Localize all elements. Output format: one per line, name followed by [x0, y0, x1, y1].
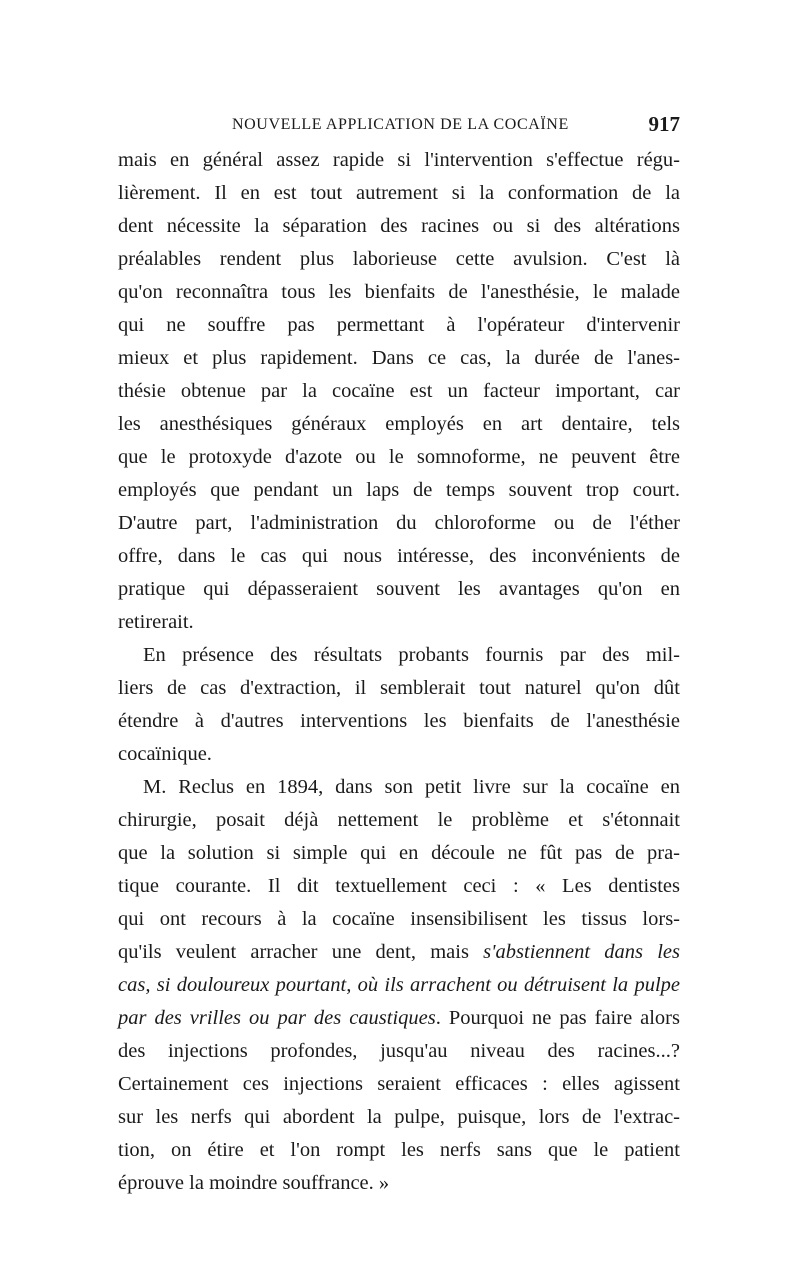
text-line: des injections profondes, jusqu'au niveau des racines...?	[118, 1040, 680, 1062]
text-line: tique courante. Il dit textuellement ceci : « Les dentistes	[118, 875, 680, 897]
text-line: éprouve la moindre souffrance. »	[118, 1172, 390, 1194]
text-line: lièrement. Il en est tout autrement si la conformation de la	[118, 182, 680, 204]
running-title: NOUVELLE APPLICATION DE LA COCAÏNE	[232, 116, 569, 133]
text-line: tion, on étire et l'on rompt les nerfs sans que le patient	[118, 1139, 680, 1161]
text-line: dent nécessite la séparation des racines ou si des altérations	[118, 215, 680, 237]
text-line: retirerait.	[118, 611, 194, 633]
page-number: 917	[648, 112, 680, 136]
text-line: que le protoxyde d'azote ou le somnoforme, ne peuvent être	[118, 446, 680, 468]
text-line-italic	[118, 969, 680, 1002]
text-line: les anesthésiques généraux employés en art dentaire, tels	[118, 413, 680, 435]
text-line: Certainement ces injections seraient efficaces : elles agissent	[118, 1073, 680, 1095]
text-line: cocaïnique.	[118, 743, 212, 765]
text-line-mixed	[118, 936, 680, 969]
text-line: pratique qui dépasseraient souvent les avantages qu'on en	[118, 578, 680, 600]
paragraph-1	[118, 144, 680, 639]
text-line: qu'on reconnaîtra tous les bienfaits de l'anesthésie, le malade	[118, 281, 680, 303]
text-line: liers de cas d'extraction, il semblerait tout naturel qu'on dût	[118, 677, 680, 699]
italic-quote: cas, si douloureux pourtant, où ils arrachent ou détruisent la pulpe	[118, 974, 680, 996]
text-line: mais en général assez rapide si l'intervention s'effectue régu-	[118, 149, 680, 171]
text-run: . Pourquoi ne pas faire alors	[435, 1007, 680, 1029]
text-line: thésie obtenue par la cocaïne est un facteur important, car	[118, 380, 680, 402]
italic-quote: par des vrilles ou par des caustiques	[118, 1007, 436, 1029]
text-line: employés que pendant un laps de temps souvent trop court.	[118, 479, 680, 501]
text-line: mieux et plus rapidement. Dans ce cas, la durée de l'anes-	[118, 347, 680, 369]
text-line: En présence des résultats probants fournis par des mil-	[143, 644, 680, 666]
text-line: chirurgie, posait déjà nettement le problème et s'étonnait	[118, 809, 680, 831]
italic-quote: s'abstiennent dans les	[483, 941, 681, 963]
text-line: qui ne souffre pas permettant à l'opérateur d'intervenir	[118, 314, 680, 336]
text-line: préalables rendent plus laborieuse cette avulsion. C'est là	[118, 248, 680, 270]
text-run: qu'ils veulent arracher une dent, mais	[118, 941, 484, 963]
text-line: qui ont recours à la cocaïne insensibilisent les tissus lors-	[118, 908, 680, 930]
book-page	[118, 110, 680, 1200]
text-line: D'autre part, l'administration du chloroforme ou de l'éther	[118, 512, 680, 534]
paragraph-2	[118, 639, 680, 771]
text-line: que la solution si simple qui en découle ne fût pas de pra-	[118, 842, 680, 864]
paragraph-3	[118, 771, 680, 1200]
text-line: M. Reclus en 1894, dans son petit livre sur la cocaïne en	[143, 776, 680, 798]
text-line: sur les nerfs qui abordent la pulpe, puisque, lors de l'extrac-	[118, 1106, 680, 1128]
text-line: offre, dans le cas qui nous intéresse, des inconvénients de	[118, 545, 680, 567]
running-head	[118, 110, 680, 144]
text-line: étendre à d'autres interventions les bienfaits de l'anesthésie	[118, 710, 680, 732]
text-line-mixed	[118, 1002, 680, 1035]
